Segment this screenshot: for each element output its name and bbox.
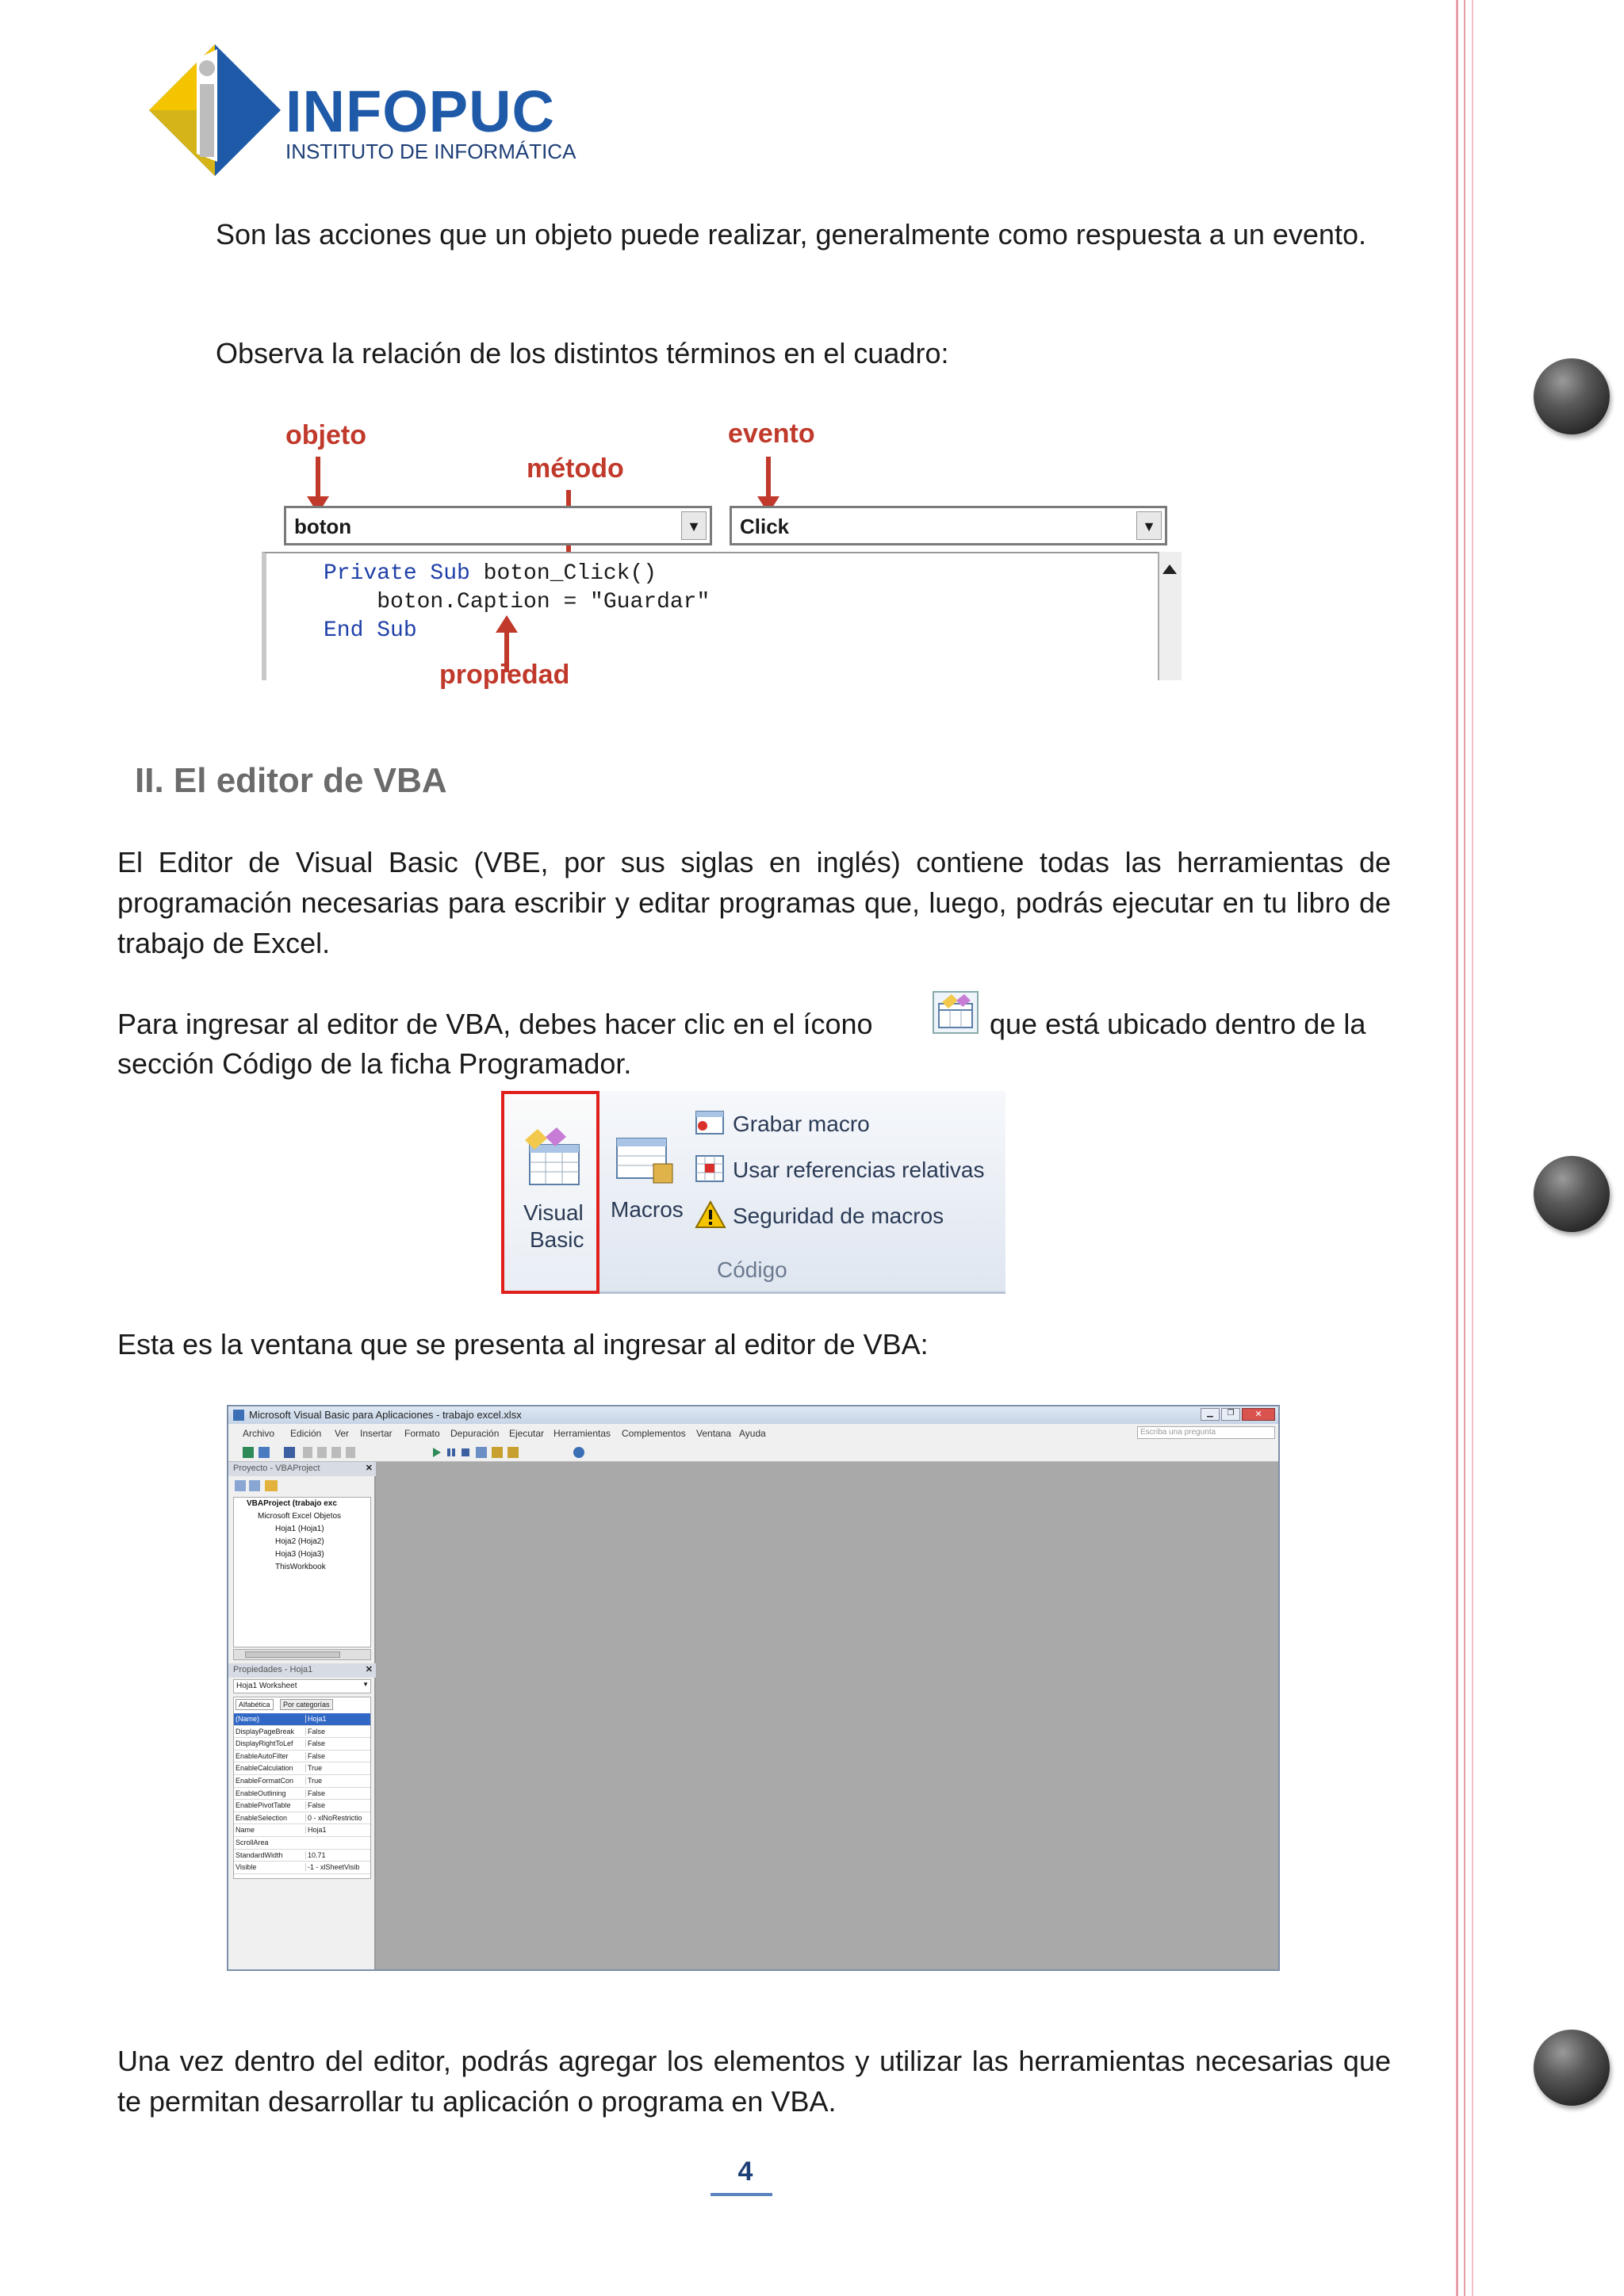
infopuc-logo <box>147 43 592 178</box>
vbe-title-bar <box>228 1406 1278 1424</box>
paragraph-una-vez: Una vez dentro del editor, podrás agregar los elementos y utilizar las herramientas necesarias que te permitan desarrollar tu aplicación o programa en VBA. <box>117 2045 1391 2118</box>
property-value[interactable]: Hoja1 <box>305 1715 369 1723</box>
grabar-macro-label[interactable]: Grabar macro <box>733 1112 870 1136</box>
vbe-left-panel <box>228 1462 376 1969</box>
property-row[interactable] <box>234 1800 370 1812</box>
visual-basic-label-1: Visual <box>523 1200 584 1225</box>
property-name: EnablePivotTable <box>236 1801 291 1810</box>
label-objeto: objeto <box>285 420 366 450</box>
binder-hole-1 <box>1534 358 1610 434</box>
vbe-restore-button[interactable]: ❐ <box>1221 1408 1240 1421</box>
paragraph-editor-vbe: El Editor de Visual Basic (VBE, por sus siglas en inglés) contiene todas las herramientas de programación necesarias para escribir y editar programas que, luego, podrás ejecutar en tu libro de trabajo de Excel. <box>117 846 1391 959</box>
property-name: Name <box>236 1826 255 1835</box>
paragraph-observa: Observa la relación de los distintos términos en el cuadro: <box>216 337 949 369</box>
logo-subtitle: INSTITUTO DE INFORMÁTICA <box>285 140 576 163</box>
property-name: EnableOutlining <box>236 1789 286 1797</box>
menu-ayuda[interactable]: Ayuda <box>739 1428 766 1439</box>
property-row[interactable] <box>234 1726 370 1739</box>
property-name: EnableFormatCon <box>236 1777 294 1785</box>
property-value[interactable]: 10.71 <box>305 1851 369 1859</box>
property-row[interactable] <box>234 1751 370 1763</box>
scroll-up-icon[interactable] <box>1162 564 1177 574</box>
tree-item-thisworkbook[interactable]: ThisWorkbook <box>275 1563 326 1571</box>
object-combo-value: boton <box>294 515 352 538</box>
menu-formato[interactable]: Formato <box>404 1428 440 1439</box>
property-row[interactable] <box>234 1788 370 1800</box>
property-value[interactable]: True <box>305 1764 369 1772</box>
property-row[interactable] <box>234 1837 370 1850</box>
property-value[interactable]: True <box>305 1777 369 1785</box>
menu-ejecutar[interactable]: Ejecutar <box>509 1428 545 1439</box>
label-evento: evento <box>728 419 815 449</box>
page-number: 4 <box>737 2156 753 2187</box>
binder-hole-2 <box>1534 1156 1610 1232</box>
tree-item-hoja3[interactable]: Hoja3 (Hoja3) <box>275 1550 324 1559</box>
vbe-toolbar <box>228 1443 1278 1462</box>
margin-line-1 <box>1456 0 1458 2296</box>
binder-hole-3 <box>1534 2030 1610 2106</box>
property-value[interactable]: False <box>305 1728 369 1735</box>
property-value[interactable]: Hoja1 <box>305 1826 369 1834</box>
event-combo-value: Click <box>740 515 790 538</box>
view-code-icon[interactable] <box>235 1480 246 1491</box>
property-row[interactable] <box>234 1713 370 1726</box>
property-value[interactable]: False <box>305 1801 369 1809</box>
property-row[interactable] <box>234 1850 370 1862</box>
project-toolbar <box>233 1478 371 1495</box>
chevron-down-icon[interactable]: ▼ <box>362 1681 369 1688</box>
vbe-title-text: Microsoft Visual Basic para Aplicaciones - trabajo excel.xlsx <box>249 1409 522 1421</box>
property-value[interactable]: False <box>305 1789 369 1797</box>
property-value[interactable]: -1 - xlSheetVisib <box>305 1863 369 1871</box>
paragraph-ingresar-c: sección Código de la ficha Programador. <box>117 1047 632 1080</box>
property-name: EnableAutoFilter <box>236 1751 289 1760</box>
property-value[interactable]: 0 - xlNoRestrictio <box>305 1814 369 1822</box>
macros-button[interactable] <box>606 1091 688 1249</box>
record-macro-icon <box>695 1108 726 1137</box>
project-pane-header: Proyecto - VBAProject ✕ <box>228 1462 376 1476</box>
tree-item-hoja1[interactable]: Hoja1 (Hoja1) <box>275 1525 324 1533</box>
menu-edicion[interactable]: Edición <box>290 1428 322 1439</box>
margin-line-3 <box>1472 0 1473 2296</box>
tab-por-categorias[interactable]: Por categorías <box>280 1699 333 1710</box>
code-line-3: End Sub <box>324 618 417 643</box>
tree-item-vbaproject[interactable]: VBAProject (trabajo exc <box>247 1499 337 1508</box>
label-propiedad: propiedad <box>439 660 570 690</box>
toolbar-icons <box>239 1443 604 1462</box>
logo-diamond-icon <box>147 43 282 178</box>
property-row[interactable] <box>234 1775 370 1788</box>
logo-name: INFOPUC <box>285 78 555 144</box>
help-search-input[interactable]: Escriba una pregunta <box>1137 1426 1275 1439</box>
menu-herramientas[interactable]: Herramientas <box>553 1428 611 1439</box>
code-line-1: Private Sub boton_Click() <box>324 561 657 586</box>
property-row[interactable] <box>234 1824 370 1837</box>
paragraph-ingresar-a: Para ingresar al editor de VBA, debes hacer clic en el ícono <box>117 1008 873 1040</box>
project-tree <box>233 1497 371 1647</box>
properties-pane-header: Propiedades - Hoja1 ✕ <box>228 1663 376 1678</box>
properties-object-select[interactable]: Hoja1 Worksheet ▼ <box>233 1679 371 1693</box>
vbe-app-icon <box>233 1410 244 1421</box>
object-combo[interactable] <box>284 506 712 545</box>
menu-archivo[interactable]: Archivo <box>243 1428 275 1439</box>
property-value[interactable]: False <box>305 1752 369 1760</box>
section-heading: II. El editor de VBA <box>135 761 447 800</box>
visual-basic-inline-icon <box>933 991 979 1034</box>
tree-item-excel-objects[interactable]: Microsoft Excel Objetos <box>258 1512 342 1521</box>
label-metodo: método <box>527 453 624 484</box>
menu-complementos[interactable]: Complementos <box>622 1428 686 1439</box>
vbe-close-button[interactable]: ✕ <box>1242 1408 1275 1421</box>
menu-insertar[interactable]: Insertar <box>360 1428 393 1439</box>
menu-depuracion[interactable]: Depuración <box>450 1428 500 1439</box>
vba-editor-window <box>227 1405 1280 1971</box>
visual-basic-label-2: Basic <box>530 1227 584 1252</box>
tree-item-hoja2[interactable]: Hoja2 (Hoja2) <box>275 1537 324 1546</box>
close-icon[interactable]: ✕ <box>365 1665 373 1674</box>
vbe-minimize-button[interactable]: ▁ <box>1201 1408 1220 1421</box>
property-value[interactable]: False <box>305 1739 369 1747</box>
property-name: (Name) <box>236 1715 260 1723</box>
property-name: StandardWidth <box>236 1850 283 1859</box>
view-object-icon[interactable] <box>249 1480 260 1491</box>
property-name: DisplayRightToLef <box>236 1739 293 1748</box>
code-scrollbar[interactable] <box>1158 552 1182 680</box>
property-row[interactable] <box>234 1762 370 1775</box>
property-name: EnableCalculation <box>236 1764 293 1773</box>
property-name: ScrollArea <box>236 1839 269 1846</box>
property-name: Visible <box>236 1863 257 1872</box>
page-number-underline <box>710 2193 772 2196</box>
chevron-down-icon[interactable]: ▼ <box>681 511 707 540</box>
usar-referencias-label[interactable]: Usar referencias relativas <box>733 1158 985 1182</box>
property-row[interactable] <box>234 1862 370 1874</box>
macros-label: Macros <box>611 1197 684 1222</box>
close-icon[interactable]: ✕ <box>365 1464 373 1473</box>
menu-ventana[interactable]: Ventana <box>696 1428 732 1439</box>
arrow-evento <box>766 457 771 501</box>
visual-basic-icon <box>522 1126 585 1189</box>
macros-icon <box>612 1126 679 1189</box>
seguridad-macros-label[interactable]: Seguridad de macros <box>733 1203 944 1228</box>
warning-icon <box>695 1200 726 1229</box>
margin-line-2 <box>1464 0 1465 2296</box>
arrowhead-propiedad <box>496 615 518 633</box>
arrow-objeto <box>316 457 320 501</box>
property-name: DisplayPageBreak <box>236 1727 295 1735</box>
toggle-folders-icon[interactable] <box>265 1480 278 1491</box>
visual-basic-button[interactable] <box>501 1091 599 1294</box>
property-row[interactable] <box>234 1738 370 1751</box>
relative-references-icon <box>695 1154 726 1183</box>
paragraph-acciones: Son las acciones que un objeto puede realizar, generalmente como respuesta a un evento. <box>216 218 1366 251</box>
tree-hscrollbar[interactable] <box>233 1649 371 1660</box>
code-terms-figure <box>262 412 1182 698</box>
chevron-down-icon[interactable]: ▼ <box>1136 511 1162 540</box>
paragraph-ingresar-b: que está ubicado dentro de la <box>990 1008 1366 1040</box>
tree-hscroll-thumb[interactable] <box>245 1651 340 1658</box>
developer-ribbon-codigo <box>501 1091 1005 1294</box>
properties-grid <box>233 1697 371 1879</box>
property-row[interactable] <box>234 1812 370 1825</box>
codigo-group-label: Código <box>717 1257 787 1282</box>
code-line-2: boton.Caption = "Guardar" <box>324 590 710 614</box>
paragraph-ventana: Esta es la ventana que se presenta al ingresar al editor de VBA: <box>117 1328 929 1360</box>
code-area[interactable] <box>262 552 1180 680</box>
menu-ver[interactable]: Ver <box>335 1428 350 1439</box>
tab-alfabetica[interactable]: Alfabética <box>236 1699 274 1710</box>
vbe-menu-bar <box>228 1424 1278 1443</box>
event-combo[interactable] <box>730 506 1167 545</box>
property-name: EnableSelection <box>236 1813 288 1822</box>
